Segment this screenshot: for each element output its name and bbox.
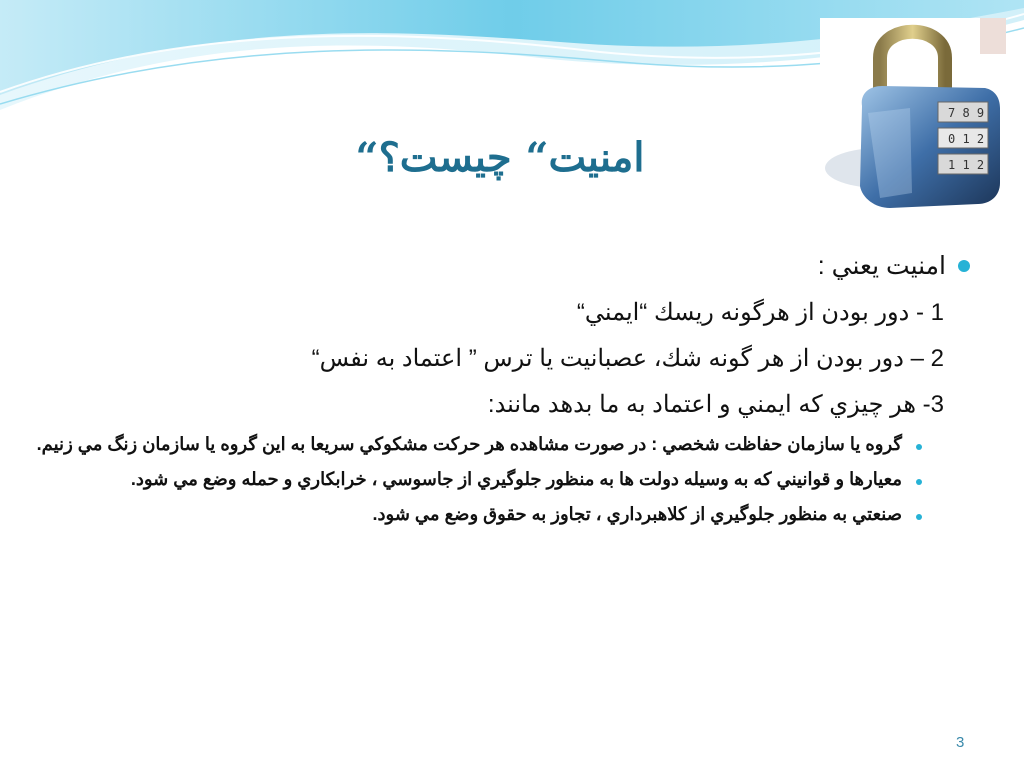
svg-text:7 8 9: 7 8 9 <box>948 106 985 120</box>
bullet-dot-icon <box>916 444 922 450</box>
sub-bullet-text: معيارها و قوانيني كه به وسيله دولت ها به منظور جلوگيري از جاسوسي ، خرابكاري و حمله وضع مي شود. <box>130 469 902 489</box>
sub-bullet-text: صنعتي به منظور جلوگيري از كلاهبرداري ، تجاوز به حقوق وضع مي شود. <box>372 504 902 524</box>
list-item: 2 – دور بودن از هر گونه شك، عصبانيت يا ترس ” اعتماد به نفس“ <box>311 345 944 372</box>
slide-title: “امنيت“ چيست؟ <box>355 134 645 181</box>
sub-bullet-list <box>30 430 970 529</box>
sub-bullet <box>30 465 922 494</box>
main-bullet <box>30 242 970 290</box>
svg-text:0 1 2: 0 1 2 <box>948 132 985 146</box>
main-bullet-text: امنيت يعني : <box>817 252 946 280</box>
sub-bullet <box>30 500 922 529</box>
padlock-image <box>820 18 1006 214</box>
svg-text:1 1 2: 1 1 2 <box>948 158 985 172</box>
sub-bullet <box>30 430 922 459</box>
bullet-dot-icon <box>916 479 922 485</box>
bullet-dot-icon <box>916 514 922 520</box>
bullet-dot-icon <box>958 260 970 272</box>
list-item: 3- هر چيزي كه ايمني و اعتماد به ما بدهد مانند: <box>487 391 944 418</box>
slide-content <box>30 242 970 535</box>
lock-icon <box>820 18 1006 214</box>
sub-bullet-text: گروه يا سازمان حفاظت شخصي : در صورت مشاهده هر حركت مشكوكي سريعا به اين گروه يا سازمان زنگ مي زنيم. <box>36 434 902 454</box>
list-item: 1 - دور بودن از هرگونه ريسك “ايمني“ <box>576 299 944 326</box>
page-number: 3 <box>956 734 965 751</box>
